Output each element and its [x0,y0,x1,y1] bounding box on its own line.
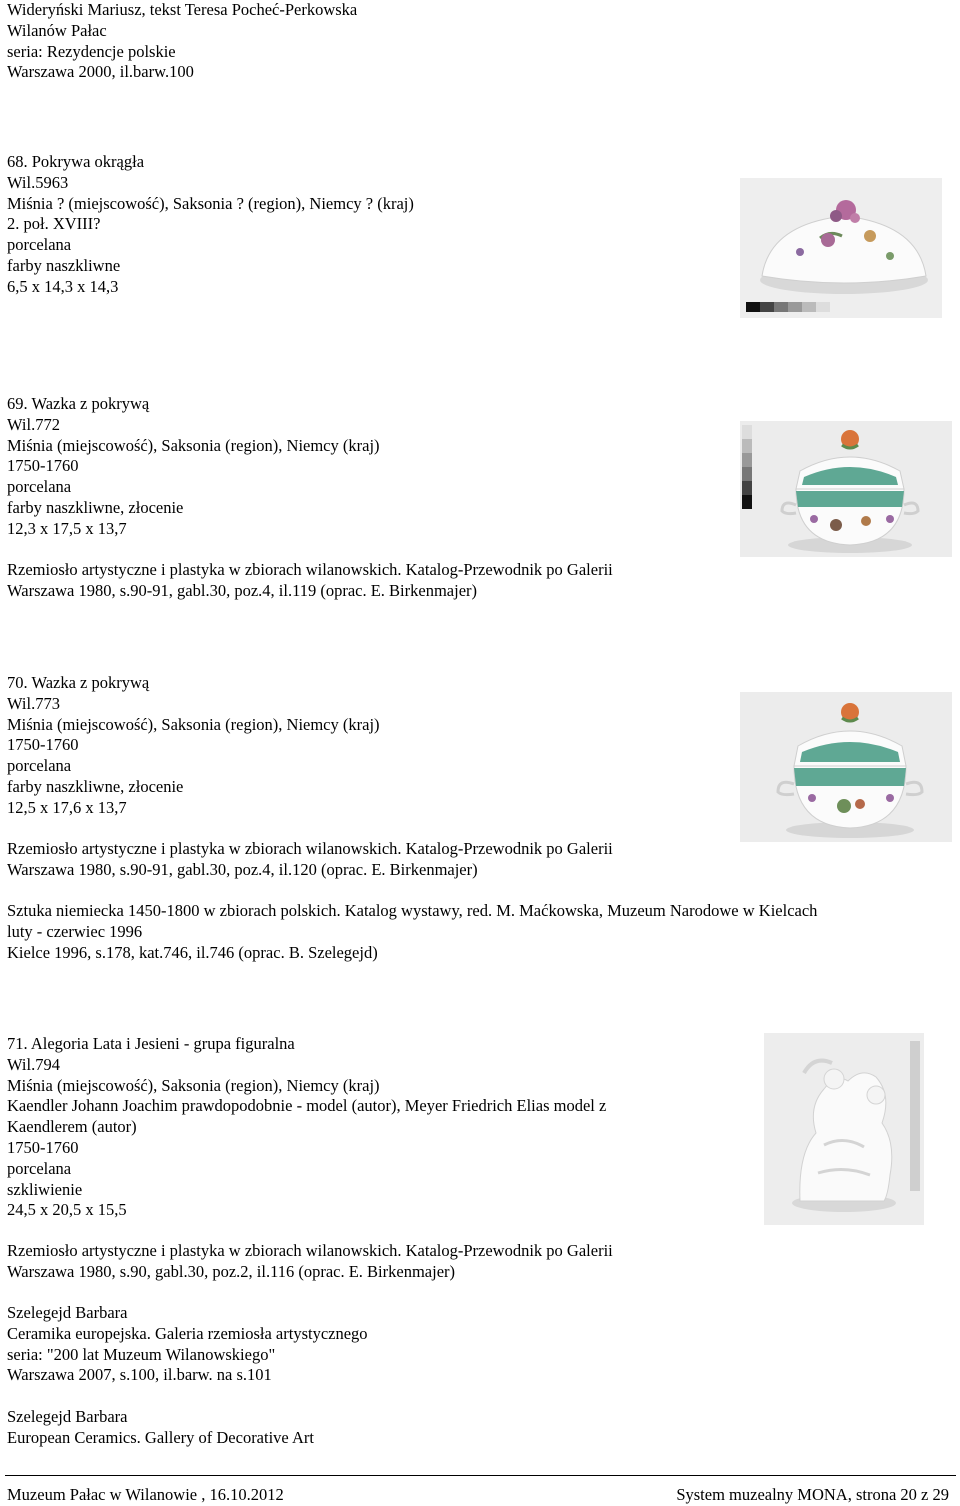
reference-line: Warszawa 2007, s.100, il.barw. na s.101 [7,1365,272,1385]
reference-line: Warszawa 1980, s.90, gabl.30, poz.2, il.116 (oprac. E. Birkenmajer) [7,1261,456,1281]
reference-line: Warszawa 1980, s.90-91, gabl.30, poz.4, il.119 (oprac. E. Birkenmajer) [7,580,478,600]
item-title: 69. Wazka z pokrywą [7,394,150,413]
porcelain-lid-photo [740,178,942,318]
item-technique: farby naszkliwne, złocenie [7,776,184,796]
item-title: 70. Wazka z pokrywą [7,673,150,692]
item-origin: Miśnia ? (miejscowość), Saksonia ? (region), Niemcy ? (kraj) [7,193,414,213]
item-technique: farby naszkliwne [7,255,121,275]
item-inventory: Wil.794 [7,1054,60,1074]
item-dimensions: 12,3 x 17,5 x 13,7 [7,518,127,538]
reference-line: Rzemiosło artystyczne i plastyka w zbiorach wilanowskich. Katalog-Przewodnik po Galerii [7,1241,613,1260]
item-date: 1750-1760 [7,735,79,755]
footer-divider [5,1475,956,1476]
header-entry [7,0,957,83]
bibliography-reference [7,560,957,602]
bibliography-reference [7,1407,957,1449]
text-line: seria: Rezydencje polskie [7,41,176,61]
item-title: 68. Pokrywa okrągła [7,152,145,171]
footer-page-info: System muzealny MONA, strona 20 z 29 [676,1485,949,1504]
reference-line: European Ceramics. Gallery of Decorative Art [7,1427,314,1447]
reference-line: Rzemiosło artystyczne i plastyka w zbiorach wilanowskich. Katalog-Przewodnik po Galerii [7,560,613,579]
bibliography-reference [7,1241,957,1283]
reference-line: Warszawa 1980, s.90-91, gabl.30, poz.4, il.120 (oprac. E. Birkenmajer) [7,859,478,879]
reference-line: Kielce 1996, s.178, kat.746, il.746 (oprac. B. Szelegejd) [7,942,378,962]
item-dimensions: 6,5 x 14,3 x 14,3 [7,276,119,296]
item-technique: szkliwienie [7,1179,83,1199]
item-material: porcelana [7,235,72,255]
reference-line: Ceramika europejska. Galeria rzemiosła artystycznego [7,1323,368,1343]
text-line: Warszawa 2000, il.barw.100 [7,62,194,82]
tureen-illustration [740,421,952,557]
bibliography-reference [7,839,957,881]
item-date: 1750-1760 [7,456,79,476]
footer-museum-date: Muzeum Pałac w Wilanowie , 16.10.2012 [7,1485,284,1504]
item-date: 2. poł. XVIII? [7,214,101,234]
gray-scale-strip [746,302,830,312]
reference-line: Rzemiosło artystyczne i plastyka w zbiorach wilanowskich. Katalog-Przewodnik po Galerii [7,839,613,858]
item-author: Kaendler Johann Joachim prawdopodobnie - model (autor), Meyer Friedrich Elias model z [7,1096,607,1116]
item-material: porcelana [7,1158,72,1178]
item-inventory: Wil.773 [7,693,60,713]
item-author-continued: Kaendlerem (autor) [7,1117,137,1137]
reference-line: luty - czerwiec 1996 [7,921,143,941]
item-inventory: Wil.5963 [7,172,69,192]
figural-group-photo [764,1033,924,1225]
item-origin: Miśnia (miejscowość), Saksonia (region), Niemcy (kraj) [7,714,380,734]
bibliography-reference [7,1303,957,1386]
item-material: porcelana [7,477,72,497]
tureen-photo [740,692,952,842]
item-material: porcelana [7,756,72,776]
item-dimensions: 24,5 x 20,5 x 15,5 [7,1200,127,1220]
reference-line: seria: "200 lat Muzeum Wilanowskiego" [7,1344,276,1364]
item-origin: Miśnia (miejscowość), Saksonia (region), Niemcy (kraj) [7,1075,380,1095]
tureen-photo [740,421,952,557]
item-technique: farby naszkliwne, złocenie [7,497,184,517]
item-dimensions: 12,5 x 17,6 x 13,7 [7,797,127,817]
item-origin: Miśnia (miejscowość), Saksonia (region), Niemcy (kraj) [7,435,380,455]
reference-line: Sztuka niemiecka 1450-1800 w zbiorach polskich. Katalog wystawy, red. M. Maćkowska, Muzeum Narodowe w Kielcach [7,901,818,920]
item-title: 71. Alegoria Lata i Jesieni - grupa figuralna [7,1034,295,1053]
gray-scale-strip [742,425,752,509]
item-date: 1750-1760 [7,1137,79,1157]
text-line: Wideryński Mariusz, tekst Teresa Pocheć-Perkowska [7,0,358,19]
tureen-illustration [740,692,952,842]
reference-line: Szelegejd Barbara [7,1303,128,1322]
reference-line: Szelegejd Barbara [7,1407,128,1426]
figural-group-illustration [764,1033,924,1225]
porcelain-lid-illustration [740,178,942,318]
item-inventory: Wil.772 [7,414,60,434]
bibliography-reference [7,901,957,963]
text-line: Wilanów Pałac [7,20,107,40]
